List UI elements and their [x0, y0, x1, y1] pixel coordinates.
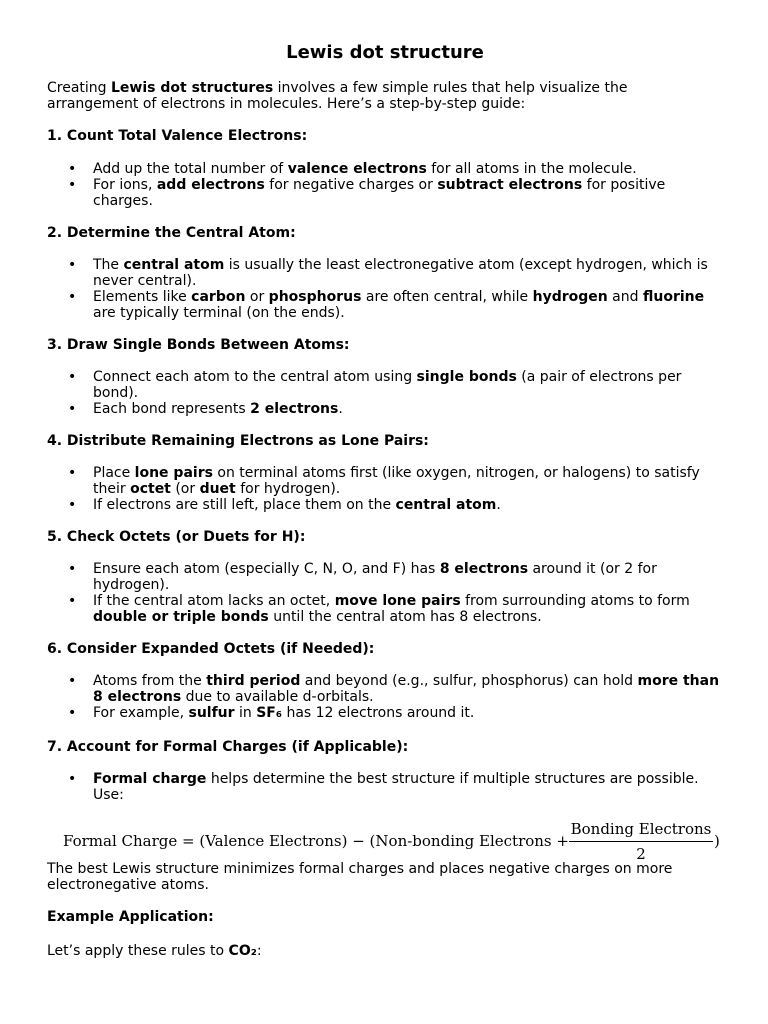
- list-item: • For ions, add electrons for negative charges or subtract electrons for positive charges.: [47, 177, 723, 209]
- list-item: • Formal charge helps determine the best structure if multiple structures are possible. Use:: [47, 771, 723, 803]
- step-2-heading: 2. Determine the Central Atom:: [47, 225, 296, 241]
- step-2-list: [47, 257, 723, 321]
- list-item: • If electrons are still left, place them on the central atom.: [47, 497, 723, 513]
- intro-text: Creating: [47, 80, 112, 96]
- formula-main: Formal Charge = (Valence Electrons) − (Non-bonding Electrons +: [63, 832, 569, 850]
- step-7-heading: 7. Account for Formal Charges (if Applicable):: [47, 739, 409, 755]
- list-item: • Place lone pairs on terminal atoms first (like oxygen, nitrogen, or halogens) to satisfy their octet (or duet for hydrogen).: [47, 465, 723, 497]
- formula-denominator: 2: [636, 845, 646, 863]
- list-item: • Ensure each atom (especially C, N, O, and F) has 8 electrons around it (or 2 for hydrogen).: [47, 561, 723, 593]
- step-3-list: [47, 369, 723, 417]
- step-6-heading: 6. Consider Expanded Octets (if Needed):: [47, 641, 375, 657]
- example-heading: Example Application:: [47, 909, 214, 925]
- list-item: • Connect each atom to the central atom using single bonds (a pair of electrons per bond).: [47, 369, 723, 401]
- formula-numerator: Bonding Electrons: [570, 820, 712, 838]
- intro-text-end: involves a few simple rules that help visualize the arrangement of electrons in molecules. Here’s a step-by-step guide:: [47, 80, 628, 112]
- list-item: • Atoms from the third period and beyond (e.g., sulfur, phosphorus) can hold more than 8 electrons due to available d-orbitals.: [47, 673, 723, 705]
- step-6-list: [47, 673, 723, 721]
- step-5-list: [47, 561, 723, 625]
- step-7-list: [47, 771, 723, 803]
- list-item: • If the central atom lacks an octet, move lone pairs from surrounding atoms to form double or triple bonds until the central atom has 8 electrons.: [47, 593, 723, 625]
- formal-charge-formula: [63, 820, 723, 864]
- list-item: • Add up the total number of valence electrons for all atoms in the molecule.: [47, 161, 723, 177]
- list-item: • The central atom is usually the least electronegative atom (except hydrogen, which is never central).: [47, 257, 723, 289]
- step-3-heading: 3. Draw Single Bonds Between Atoms:: [47, 337, 350, 353]
- step-5-heading: 5. Check Octets (or Duets for H):: [47, 529, 306, 545]
- step-1-heading: 1. Count Total Valence Electrons:: [47, 128, 308, 144]
- closing-paragraph: The best Lewis structure minimizes formal charges and places negative charges on more electronegative atoms.: [47, 861, 673, 893]
- intro-paragraph: [47, 80, 723, 112]
- step-4-heading: 4. Distribute Remaining Electrons as Lone Pairs:: [47, 433, 429, 449]
- page-title: Lewis dot structure: [286, 42, 484, 63]
- fraction-bar: [569, 841, 713, 842]
- list-item: • For example, sulfur in SF₆ has 12 electrons around it.: [47, 705, 723, 721]
- step-4-list: [47, 465, 723, 513]
- example-paragraph: Let’s apply these rules to CO₂:: [47, 943, 262, 959]
- formula-close-paren: ): [714, 832, 720, 850]
- step-1-list: [47, 161, 723, 209]
- intro-bold: Lewis dot structures: [111, 80, 274, 96]
- formula-fraction: [569, 820, 713, 862]
- list-item: • Each bond represents 2 electrons.: [47, 401, 723, 417]
- list-item: • Elements like carbon or phosphorus are often central, while hydrogen and fluorine are typically terminal (on the ends).: [47, 289, 723, 321]
